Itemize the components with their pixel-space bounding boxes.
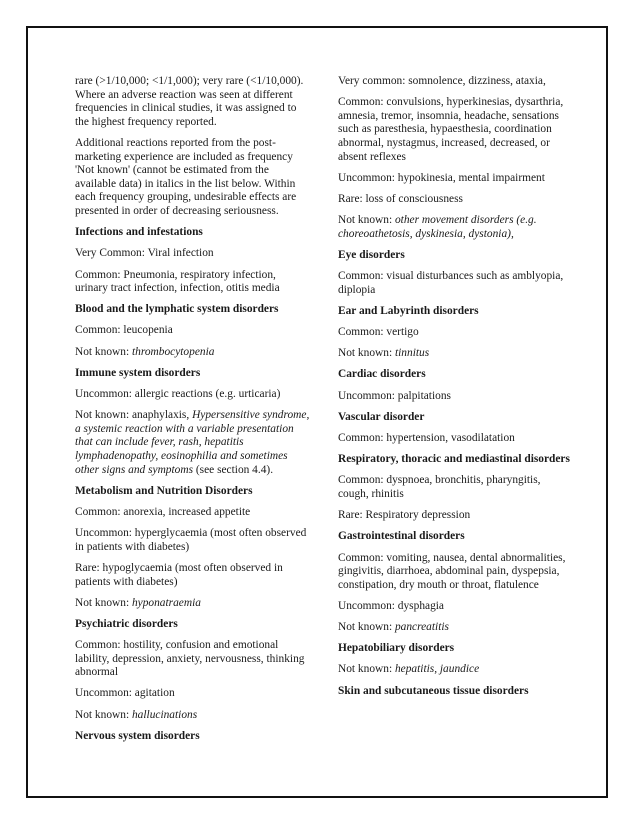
right-column	[338, 75, 570, 706]
section-heading-gastrointestinal-disorders: Gastrointestinal disorders	[338, 530, 465, 543]
paragraph	[75, 346, 311, 360]
section-heading-immune-system-disorders: Immune system disorders	[75, 366, 201, 379]
paragraph: Common: hypertension, vasodilatation	[338, 432, 515, 444]
paragraph	[75, 597, 311, 611]
italic-term: hepatitis, jaundice	[394, 663, 480, 676]
paragraph	[338, 663, 570, 677]
section-heading-skin-and-subcutaneous-tissue-disorders: Skin and subcutaneous tissue disorders	[338, 684, 529, 697]
paragraph: Common: vertigo	[338, 326, 419, 339]
paragraph	[338, 621, 570, 635]
paragraph-label: Not known:	[75, 345, 132, 358]
paragraph: Uncommon: hyperglycaemia (most often observed in patients with diabetes)	[75, 527, 307, 553]
paragraph: Rare: loss of consciousness	[338, 192, 463, 205]
paragraph: Common: leucopenia	[75, 324, 173, 337]
paragraph: Rare: Respiratory depression	[338, 509, 471, 522]
paragraph-label: Not known:	[338, 621, 395, 634]
italic-term: other movement disorders (e.g. choreoathetosis, dyskinesia, dystonia),	[338, 214, 537, 240]
paragraph-label: Not known: anaphylaxis,	[75, 409, 193, 422]
paragraph	[75, 409, 311, 477]
italic-term: hallucinations	[131, 708, 198, 721]
paragraph: Common: anorexia, increased appetite	[75, 505, 251, 518]
paragraph: Common: Pneumonia, respiratory infection, urinary tract infection, infection, otitis media	[75, 268, 280, 295]
left-column	[75, 75, 311, 751]
italic-term: tinnitus	[394, 347, 430, 360]
section-heading-respiratory-thoracic-and-mediastinal-dis: Respiratory, thoracic and mediastinal disorders	[338, 453, 570, 466]
paragraph: rare (>1/10,000; <1/1,000); very rare (<1/10,000). Where an adverse reaction was seen at different frequencies in clinical studies, it was assigned to the highest frequency reported.	[75, 75, 304, 128]
section-heading-infections-and-infestations: Infections and infestations	[75, 226, 203, 239]
italic-term: thrombocytopenia	[131, 345, 215, 358]
paragraph	[338, 347, 570, 361]
section-heading-eye-disorders: Eye disorders	[338, 248, 405, 261]
italic-term: hyponatraemia	[131, 596, 201, 609]
paragraph: Uncommon: palpitations	[338, 389, 451, 402]
paragraph: Common: visual disturbances such as amblyopia, diplopia	[338, 270, 564, 296]
paragraph	[75, 709, 311, 723]
paragraph: Common: hostility, confusion and emotional lability, depression, anxiety, nervousness, thinking abnormal	[75, 639, 305, 679]
paragraph: Common: vomiting, nausea, dental abnormalities, gingivitis, diarrhoea, abdominal pain, dyspepsia, constipation, dry mouth or throat, flatulence	[338, 551, 566, 591]
section-heading-ear-and-labyrinth-disorders: Ear and Labyrinth disorders	[338, 304, 479, 317]
paragraph-label: Not known:	[75, 596, 132, 609]
paragraph: Uncommon: hypokinesia, mental impairment	[338, 171, 545, 184]
italic-term: pancreatitis	[394, 621, 449, 634]
paragraph	[338, 214, 570, 241]
paragraph-suffix: (see section 4.4).	[193, 463, 274, 476]
paragraph-label: Not known:	[338, 663, 395, 676]
paragraph: Uncommon: dysphagia	[338, 599, 444, 612]
section-heading-cardiac-disorders: Cardiac disorders	[338, 368, 426, 381]
paragraph: Rare: hypoglycaemia (most often observed in patients with diabetes)	[75, 561, 283, 588]
section-heading-hepatobiliary-disorders: Hepatobiliary disorders	[338, 642, 455, 655]
paragraph: Common: convulsions, hyperkinesias, dysarthria, amnesia, tremor, insomnia, headache, sensations such as paresthesia, hypaesthesia, coordination abnormal, nystagmus, increased, decreased, or absent reflexes	[338, 96, 564, 163]
paragraph: Very Common: Viral infection	[75, 247, 214, 260]
paragraph: Very common: somnolence, dizziness, ataxia,	[338, 75, 546, 87]
italic-term: Hypersensitive syndrome, a systemic reaction with a variable presentation that can include fever, rash, hepatitis lymphadenopathy, eosinophilia and sometimes other signs and symptoms	[75, 409, 310, 476]
section-heading-vascular-disorder: Vascular disorder	[338, 410, 425, 423]
section-heading-nervous-system-disorders: Nervous system disorders	[75, 729, 200, 742]
paragraph-label: Not known:	[338, 347, 395, 360]
section-heading-blood-and-the-lymphatic-system-disorders: Blood and the lymphatic system disorders	[75, 303, 279, 316]
paragraph-label: Not known:	[75, 708, 132, 721]
paragraph: Common: dyspnoea, bronchitis, pharyngitis, cough, rhinitis	[338, 474, 541, 500]
paragraph: Additional reactions reported from the post-marketing experience are included as frequency 'Not known' (cannot be estimated from the available data) in italics in the list below. Within each frequency grouping, undesirable effects are presented in order of decreasing seriousness.	[75, 136, 297, 217]
section-heading-metabolism-and-nutrition-disorders: Metabolism and Nutrition Disorders	[75, 484, 253, 497]
paragraph: Uncommon: allergic reactions (e.g. urticaria)	[75, 388, 281, 401]
section-heading-psychiatric-disorders: Psychiatric disorders	[75, 617, 178, 630]
paragraph-label: Not known:	[338, 214, 395, 227]
paragraph: Uncommon: agitation	[75, 687, 175, 700]
